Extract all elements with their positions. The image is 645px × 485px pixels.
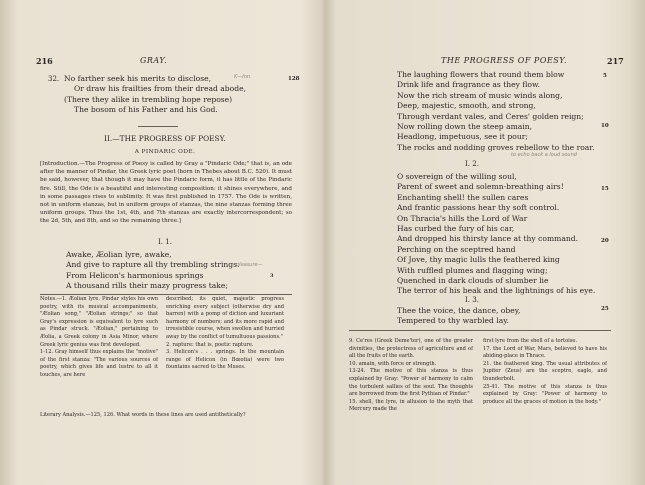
notes-divider: [40, 294, 292, 295]
verse-line: The terror of his beak and the lightnings of his eye.: [397, 286, 596, 296]
verse-line: Has curbed the fury of his car,: [397, 223, 515, 233]
note-paragraph: 17. the Lord of War, Mars, believed to have his abiding-place in Thrace.: [483, 345, 607, 360]
line-number: 25: [601, 306, 609, 312]
stanza-2: [397, 172, 595, 297]
introduction: [Introduction.—The Progress of Poesy is called by Gray a "Pindaric Ode;" that is, an ode after the manner of Pindar, the Greek lyric poet (born in Thebes about B.C. 520). It must be said, however, that though it may have the Pindaric form, it has little of the Pindaric fire. Still, the Ode is a beautiful and interesting composition: it shines everywhere, and in some passages rises to sublimity. It was first published in 1757. The Ode is written, not in uniform stanzas, but in uniform groups of stanzas, the nine stanzas forming three uniform groups. Thus the 1st, 4th, and 7th stanzas are exactly intercorrespondent; so the 2d, 5th, and 8th, and so the remaining three.]: [40, 161, 292, 225]
note-paragraph: 2. rapture: that is, poetic rapture.: [166, 341, 254, 348]
verse-line: Headlong, impetuous, see it pour;: [397, 132, 528, 142]
poem-verse: [66, 250, 239, 292]
note-paragraph: 3. Helicon's . . . springs. In the mountain range of Helicon (in Bœotia) were two fountains sacred to the Muses.: [166, 349, 284, 371]
verse-line: A thousand rills their mazy progress take;: [66, 281, 228, 291]
verse-line: Parent of sweet and solemn-breathing airs!: [397, 182, 564, 192]
note-paragraph: 1-12. Gray himself thus explains the "motive" of the first stanza: "The various sources of poetry, which gives life and lustre to all it touches, are here: [40, 349, 158, 378]
verse-line: Drink life and fragrance as they flow.: [397, 80, 540, 90]
verse-line: O sovereign of the willing soul,: [397, 172, 517, 181]
stanza-3: [397, 306, 520, 327]
section-label: I. 2.: [465, 160, 479, 168]
notes-divider: [349, 330, 611, 331]
pencil-annotation: pleasure—: [236, 262, 263, 268]
line-number: 20: [601, 238, 609, 244]
verse-line: The laughing flowers that round them blow: [397, 70, 565, 79]
left-running-head: GRAY.: [140, 56, 168, 65]
verse-line: Quenched in dark clouds of slumber lie: [397, 275, 549, 285]
literary-analysis: Literary Analysis.—125, 126. What words in these lines are used antithetically?: [40, 412, 246, 418]
top-verse: [64, 74, 246, 116]
section-label: I. 3.: [465, 296, 479, 304]
line-number: 128: [288, 76, 300, 82]
verse-line: On Thracia's hills the Lord of War: [397, 213, 528, 223]
verse-line: Now the rich stream of music winds along,: [397, 90, 563, 100]
top-verse-number: 32.: [48, 75, 60, 83]
pencil-annotation: K—Inn: [234, 74, 251, 80]
verse-line: Tempered to thy warbled lay.: [397, 316, 509, 326]
left-page: [0, 0, 322, 485]
verse-line: With ruffled plumes and flagging wing;: [397, 265, 548, 275]
verse-line: The bosom of his Father and his God.: [74, 105, 218, 115]
poem-title: II.—THE PROGRESS OF POESY.: [104, 134, 226, 143]
verse-line: Now rolling down the steep amain,: [397, 121, 533, 131]
verse-line: No farther seek his merits to disclose,: [64, 74, 212, 83]
section-label: I. 1.: [158, 238, 172, 246]
right-running-head: THE PROGRESS OF POESY.: [441, 56, 567, 65]
note-paragraph: 10. amain, with force or strength.: [349, 360, 437, 367]
notes-column-2: [483, 338, 607, 464]
verse-line: (There they alike in trembling hope repose): [64, 94, 233, 104]
verse-line: Awake, Æolian lyre, awake,: [66, 250, 172, 259]
note-paragraph: 15. shell, the lyre, in allusion to the myth that Mercury made the: [349, 398, 473, 413]
line-number: 10: [601, 123, 609, 129]
line-number: 15: [601, 186, 609, 192]
verse-line: Or draw his frailties from their dread abode,: [74, 84, 246, 94]
verse-line: Through verdant vales, and Ceres' golden reign;: [397, 111, 584, 121]
verse-line: The rocks and nodding groves rebellow to the roar.: [397, 142, 595, 152]
verse-line: Thee the voice, the dance, obey,: [397, 306, 521, 315]
note-paragraph: described; its quiet, majestic progress enriching every subject (otherwise dry and barren) with a pomp of diction and luxuriant harmony of numbers; and its more rapid and irresistible course, when swollen and hurried away by the conflict of tumultuous passions.": [166, 296, 284, 340]
verse-line: And dropped his thirsty lance at thy command.: [397, 234, 579, 244]
right-page-number: 217: [607, 56, 624, 66]
verse-line: From Helicon's harmonious springs: [66, 270, 204, 280]
note-paragraph: Notes.—1. Æolian lyre. Pindar styles his own poetry, with its musical accompaniments, "Æolian song," "Æolian strings;" so that Gray's expression is equivalent to lyre such as Pindar struck. "Æolian," pertaining to Æolia, a Greek colony in Asia Minor, where Greek lyric genius was first developed.: [40, 296, 158, 348]
left-page-number: 216: [36, 56, 53, 66]
poem-subtitle: A PINDARIC ODE.: [134, 149, 196, 155]
verse-line: Enchanting shell! the sullen cares: [397, 192, 529, 202]
pencil-annotation: to echo back a loud sound: [511, 152, 577, 158]
note-paragraph: 13-24. The motive of this stanza is thus explained by Gray: "Power of harmony to calm the turbulent sallies of the soul. The thoughts are borrowed from the first Pythian of Pindar.": [349, 368, 473, 398]
note-paragraph: 25-41. The motive of this stanza is thus explained by Gray: "Power of harmony to produce all the graces of motion in the body.": [483, 383, 607, 405]
note-paragraph: first lyre from the shell of a tortoise.: [483, 338, 578, 344]
verse-line: Perching on the sceptred hand: [397, 244, 516, 254]
note-paragraph: 21. the feathered king. The usual attributes of Jupiter (Zeus) are the sceptre, eagle, and thunderbolt.: [483, 360, 607, 382]
notes-column-1: [40, 296, 158, 408]
verse-line: And frantic passions hear thy soft control.: [397, 203, 560, 213]
notes-column-1: [349, 338, 473, 464]
verse-line: And give to rapture all thy trembling strings.: [66, 260, 240, 270]
line-number: 5: [603, 73, 607, 79]
superscript: 3: [270, 273, 274, 279]
verse-line: Of Jove, thy magic lulls the feathered king: [397, 255, 560, 265]
notes-column-2: [166, 296, 284, 408]
stanza-1: [397, 70, 595, 153]
note-paragraph: 9. Ce'res (Greek Deme'ter), one of the greater divinities, the protectress of agriculture and of all the fruits of the earth.: [349, 338, 473, 360]
divider: [138, 126, 178, 127]
right-page: [325, 0, 645, 485]
verse-line: Deep, majestic, smooth, and strong,: [397, 101, 536, 111]
